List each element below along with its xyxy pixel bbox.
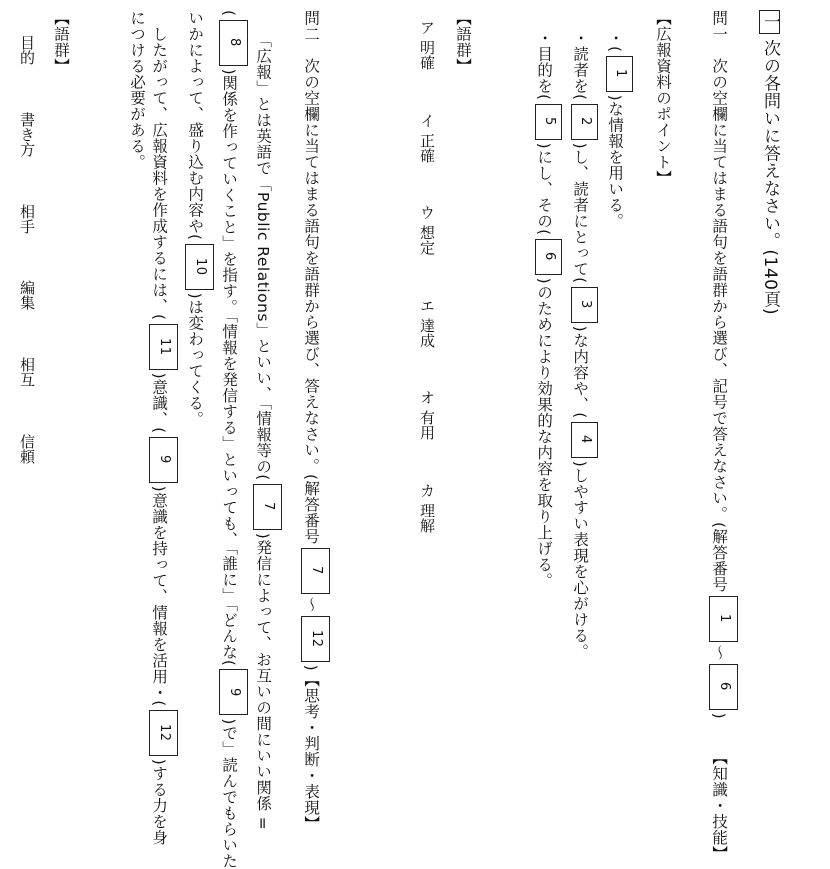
blank-5: 5 (535, 104, 562, 140)
line-text: 「広報」とは英語で「Public Relations」といい、「情報等の( (254, 32, 273, 481)
q1-bullet-2 (571, 30, 598, 659)
word-option: カ 理解 (418, 482, 436, 533)
blank-7: 7 (253, 484, 282, 530)
word-option: 書き方 (18, 111, 36, 157)
word-option: 信頼 (18, 433, 36, 464)
word-option: 編集 (18, 280, 36, 311)
q1-close: ) (710, 712, 729, 720)
q1-tag: 【知識・技能】 (710, 749, 729, 862)
blank-9: 9 (219, 669, 248, 715)
line-text: ( (220, 10, 239, 17)
blank-2: 2 (571, 104, 598, 140)
q1-prompt-text: 問一 次の空欄に当てはまる語句を語群から選び、記号で答えなさい。(解答番号 (710, 10, 729, 593)
line-text: )意識、( (150, 372, 169, 434)
line-text: したがって、広報資料を作成するには、( (150, 10, 169, 321)
bullet-text: )し、読者にとって( (571, 142, 590, 284)
word-option: イ 正確 (418, 112, 436, 163)
word-option: 目的 (18, 35, 36, 65)
q2-line-2 (219, 10, 248, 869)
bullet-text: ・目的を( (535, 30, 554, 101)
q1-answer-range-end: 6 (709, 664, 738, 710)
line-text: )発信によって、お互いの間にいい関係 = (254, 532, 273, 831)
q2-line-3 (185, 10, 214, 427)
bullet-text: ・読者を( (571, 30, 590, 101)
bullet-text: )な情報を用いる。 (606, 94, 625, 230)
blank-4: 4 (571, 422, 598, 458)
word-option: 相手 (18, 203, 36, 234)
bullet-text: )しやすい表現を心がける。 (571, 460, 590, 660)
line-text: いかによって、盛り込む内容や( (186, 10, 205, 241)
word-option: ウ 想定 (418, 205, 436, 255)
word-option: ア 明確 (418, 20, 436, 70)
blank-9b: 9 (149, 437, 178, 483)
bullet-text: ・( (606, 30, 625, 53)
q1-answer-range-start: 1 (709, 596, 738, 642)
blank-6: 6 (535, 239, 562, 275)
q2-answer-range-end: 12 (301, 616, 330, 662)
q1-prompt (709, 10, 738, 861)
q2-close: ) (302, 664, 321, 672)
q2-answer-range-start: 7 (301, 548, 330, 594)
q1-wordbank-title: 【語群】 (454, 10, 472, 74)
q2-range-sep: ～ (302, 596, 321, 613)
blank-8: 8 (219, 20, 248, 66)
bullet-text: )にし、その( (535, 142, 554, 236)
q2-tag: 【思考・判断・表現】 (302, 671, 321, 832)
q2-line-4 (149, 10, 178, 845)
q2-prompt (301, 10, 330, 831)
line-text: につける必要がある。 (128, 10, 146, 170)
word-option: エ 達成 (418, 297, 436, 348)
bullet-text: )のためにより効果的な内容を取り上げる。 (535, 277, 554, 589)
blank-1: 1 (606, 56, 633, 92)
section-title: 次の各問いに答えなさい。(140頁) (760, 39, 780, 316)
q1-heading: 【広報資料のポイント】 (654, 10, 672, 186)
blank-10: 10 (185, 244, 214, 290)
q1-wordbank (417, 20, 438, 533)
blank-3: 3 (571, 287, 598, 323)
bullet-text: )な内容や、( (571, 325, 590, 419)
q1-range-sep: ～ (710, 644, 729, 661)
q1-bullet-1 (606, 30, 633, 229)
section-number: 一 (759, 10, 780, 34)
q2-wordbank-title: 【語群】 (52, 10, 70, 74)
q2-line-5 (129, 10, 145, 170)
q2-line-1 (253, 32, 282, 830)
q1-bullet-3 (535, 30, 562, 588)
q2-prompt-text: 問二 次の空欄に当てはまる語句を語群から選び、答えなさい。(解答番号 (302, 10, 321, 545)
word-option: 相互 (18, 357, 36, 388)
line-text: )意識を持って、情報を活用・( (150, 485, 169, 707)
q2-wordbank (17, 35, 38, 464)
line-text: )関係を作っていくこと」を指す。「情報を発信する」といっても、「誰に」「どんな( (220, 68, 239, 667)
word-option: オ 有用 (418, 390, 436, 441)
blank-11: 11 (149, 324, 178, 370)
line-text: )で」読んでもらいた (220, 718, 239, 869)
section-header (759, 10, 780, 315)
line-text: )は変わってくる。 (186, 292, 205, 428)
line-text: )する力を身 (150, 758, 169, 846)
blank-12: 12 (149, 710, 178, 756)
